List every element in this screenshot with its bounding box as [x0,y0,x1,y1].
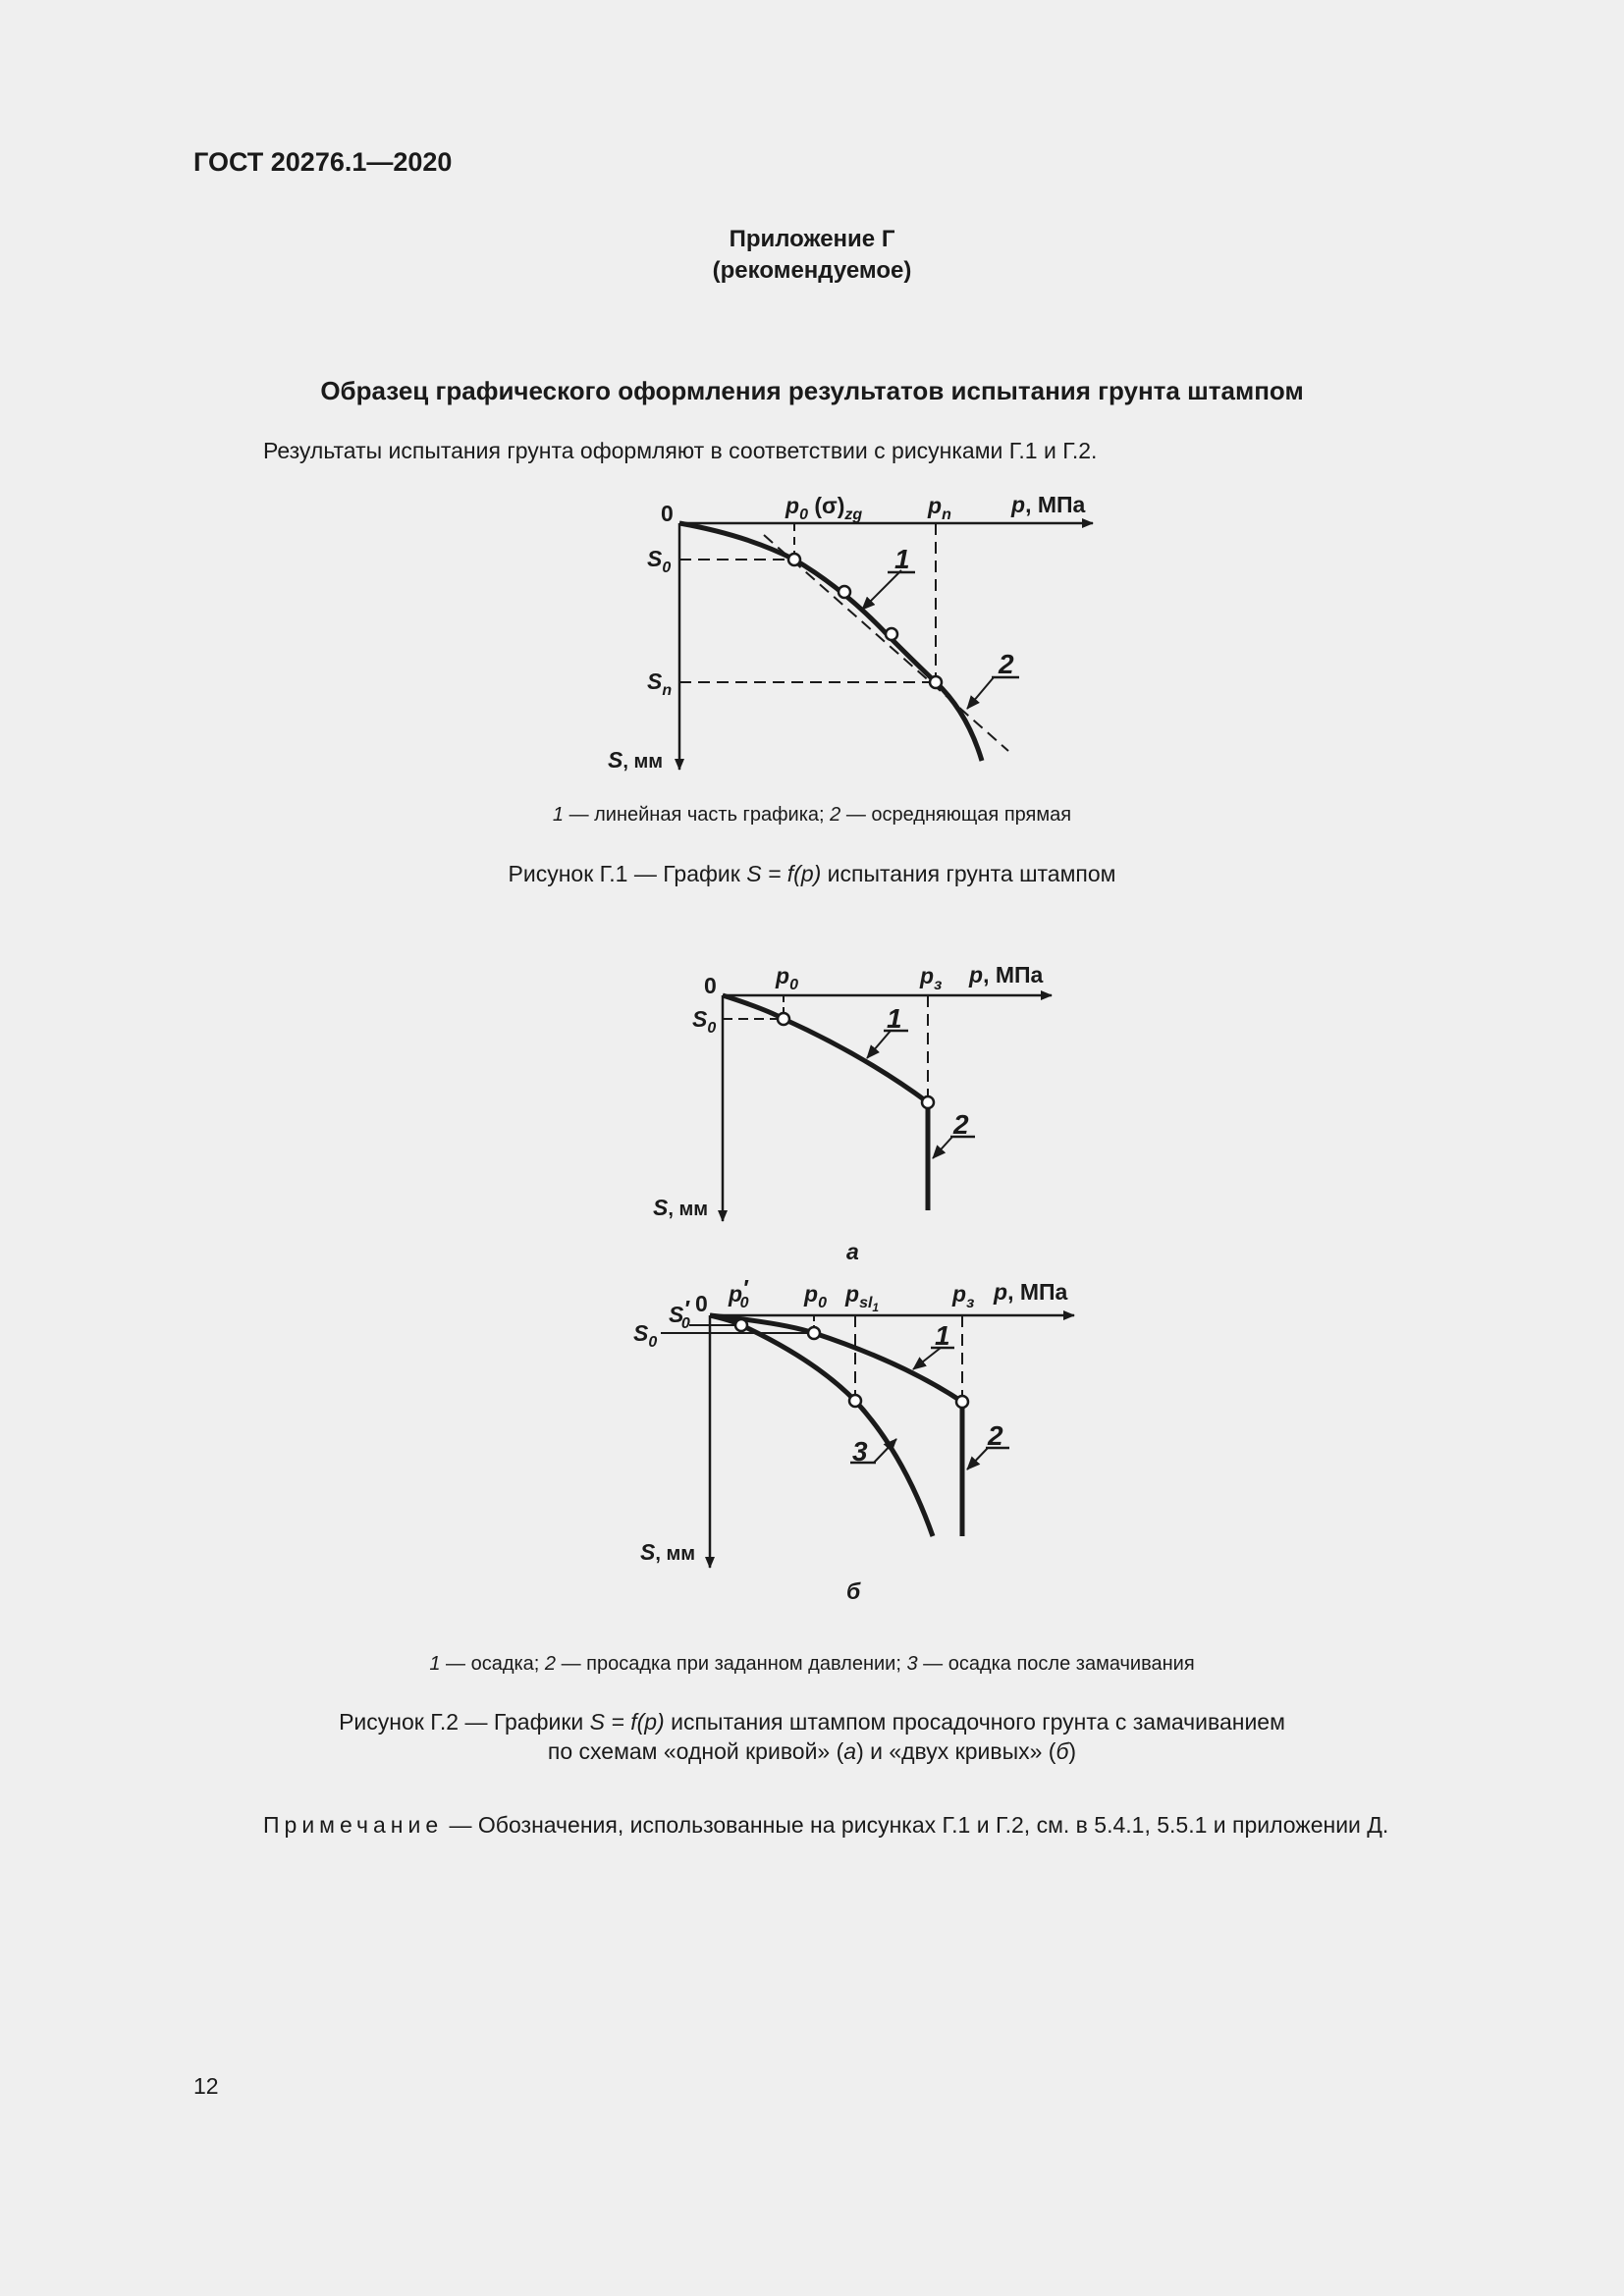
fig2b-curve-number-2: 2 [988,1420,1003,1451]
fig2b-origin-label: 0 [695,1291,708,1316]
fig2b-curve-after-wetting [710,1315,933,1536]
fig2b-leader-1 [913,1348,941,1369]
section-heading: Образец графического оформления результатов испытания грунта штампом [320,376,1304,405]
fig2b-point [956,1396,968,1408]
fig2b-psl-label: psl$_1$ [845,1281,880,1314]
fig1-p-axis-label: p, МПа [1011,492,1086,517]
intro-paragraph: Результаты испытания грунта оформляют в соответствии с рисунками Г.1 и Г.2. [263,438,1098,463]
fig2b-point [808,1327,820,1339]
fig1-point [930,676,942,688]
fig2a-point [778,1013,789,1025]
fig2b-p3-label: pз [952,1281,975,1311]
note [263,1812,1388,1839]
fig1-leader-1 [862,570,901,610]
fig1-leader-2 [967,677,994,709]
fig2b-curve-number-1: 1 [935,1320,950,1351]
appendix-title: Приложение Г [729,226,895,252]
fig2a-leader-2 [933,1137,952,1158]
fig2a-p-axis-label: p, МПа [969,962,1044,988]
standard-header: ГОСТ 20276.1—2020 [193,147,453,177]
fig1-averaging-line [764,535,1008,751]
fig2a-point [922,1096,934,1108]
fig1-p0-label: p0 (σ)zg [785,493,863,523]
fig1-point [839,586,850,598]
fig2b-panel-letter: б [846,1578,861,1604]
fig2b-s0prime-label: S′ 0 [669,1296,690,1332]
note-text: — Обозначения, использованные на рисунках Г.1 и Г.2, см. в 5.4.1, 5.5.1 и приложении Д. [443,1812,1389,1838]
fig1-sn-label: Sn [647,668,673,699]
fig2b-p0prime-label: p′ 0 [729,1275,749,1311]
fig2a-p3-label: pз [920,963,943,993]
fig2a-origin-label: 0 [704,973,717,998]
figure1-legend: 1 — линейная часть графика; 2 — осредняющая прямая [552,804,1072,826]
fig1-curve-number-1: 1 [894,544,910,574]
fig2a-panel-letter: а [846,1239,859,1264]
fig2b-p-axis-label: p, МПа [994,1279,1068,1305]
fig1-pn-label: pn [928,493,951,523]
fig2b-leader-2 [967,1448,988,1469]
fig2b-s-axis-label: S, мм [640,1539,696,1565]
appendix-status: (рекомендуемое) [712,257,912,284]
fig2b-p0-label: p0 [804,1281,827,1311]
fig1-s-axis-label: S, мм [608,747,664,773]
note-label: Примечание [263,1812,444,1838]
fig2a-p0-label: p0 [776,963,798,993]
figure1-caption: Рисунок Г.1 — График S = f(p) испытания грунта штампом [508,861,1116,886]
fig1-point [788,554,800,565]
figure2-legend: 1 — осадка; 2 — просадка при заданном давлении; 3 — осадка после замачивания [429,1653,1195,1675]
fig2a-s0-label: S0 [692,1006,717,1037]
fig2a-curve-number-2: 2 [953,1109,969,1140]
fig1-origin-label: 0 [661,501,674,526]
fig2a-curve-number-1: 1 [887,1003,902,1034]
fig1-curve-number-2: 2 [999,649,1014,679]
fig2b-curve-number-3: 3 [852,1436,868,1467]
fig2b-s0-label: S0 [633,1320,658,1351]
figure2-caption-line2: по схемам «одной кривой» (а) и «двух кривых» (б) [547,1738,1077,1764]
fig1-point [886,628,897,640]
fig2b-point [735,1319,747,1331]
fig2b-point [849,1395,861,1407]
figure2-caption-line1: Рисунок Г.2 — Графики S = f(p) испытания штампом просадочного грунта с замачиванием [339,1709,1285,1735]
fig2a-leader-1 [867,1031,891,1058]
page-number: 12 [193,2073,219,2099]
fig2a-s-axis-label: S, мм [653,1195,709,1220]
fig1-s0-label: S0 [647,546,672,576]
